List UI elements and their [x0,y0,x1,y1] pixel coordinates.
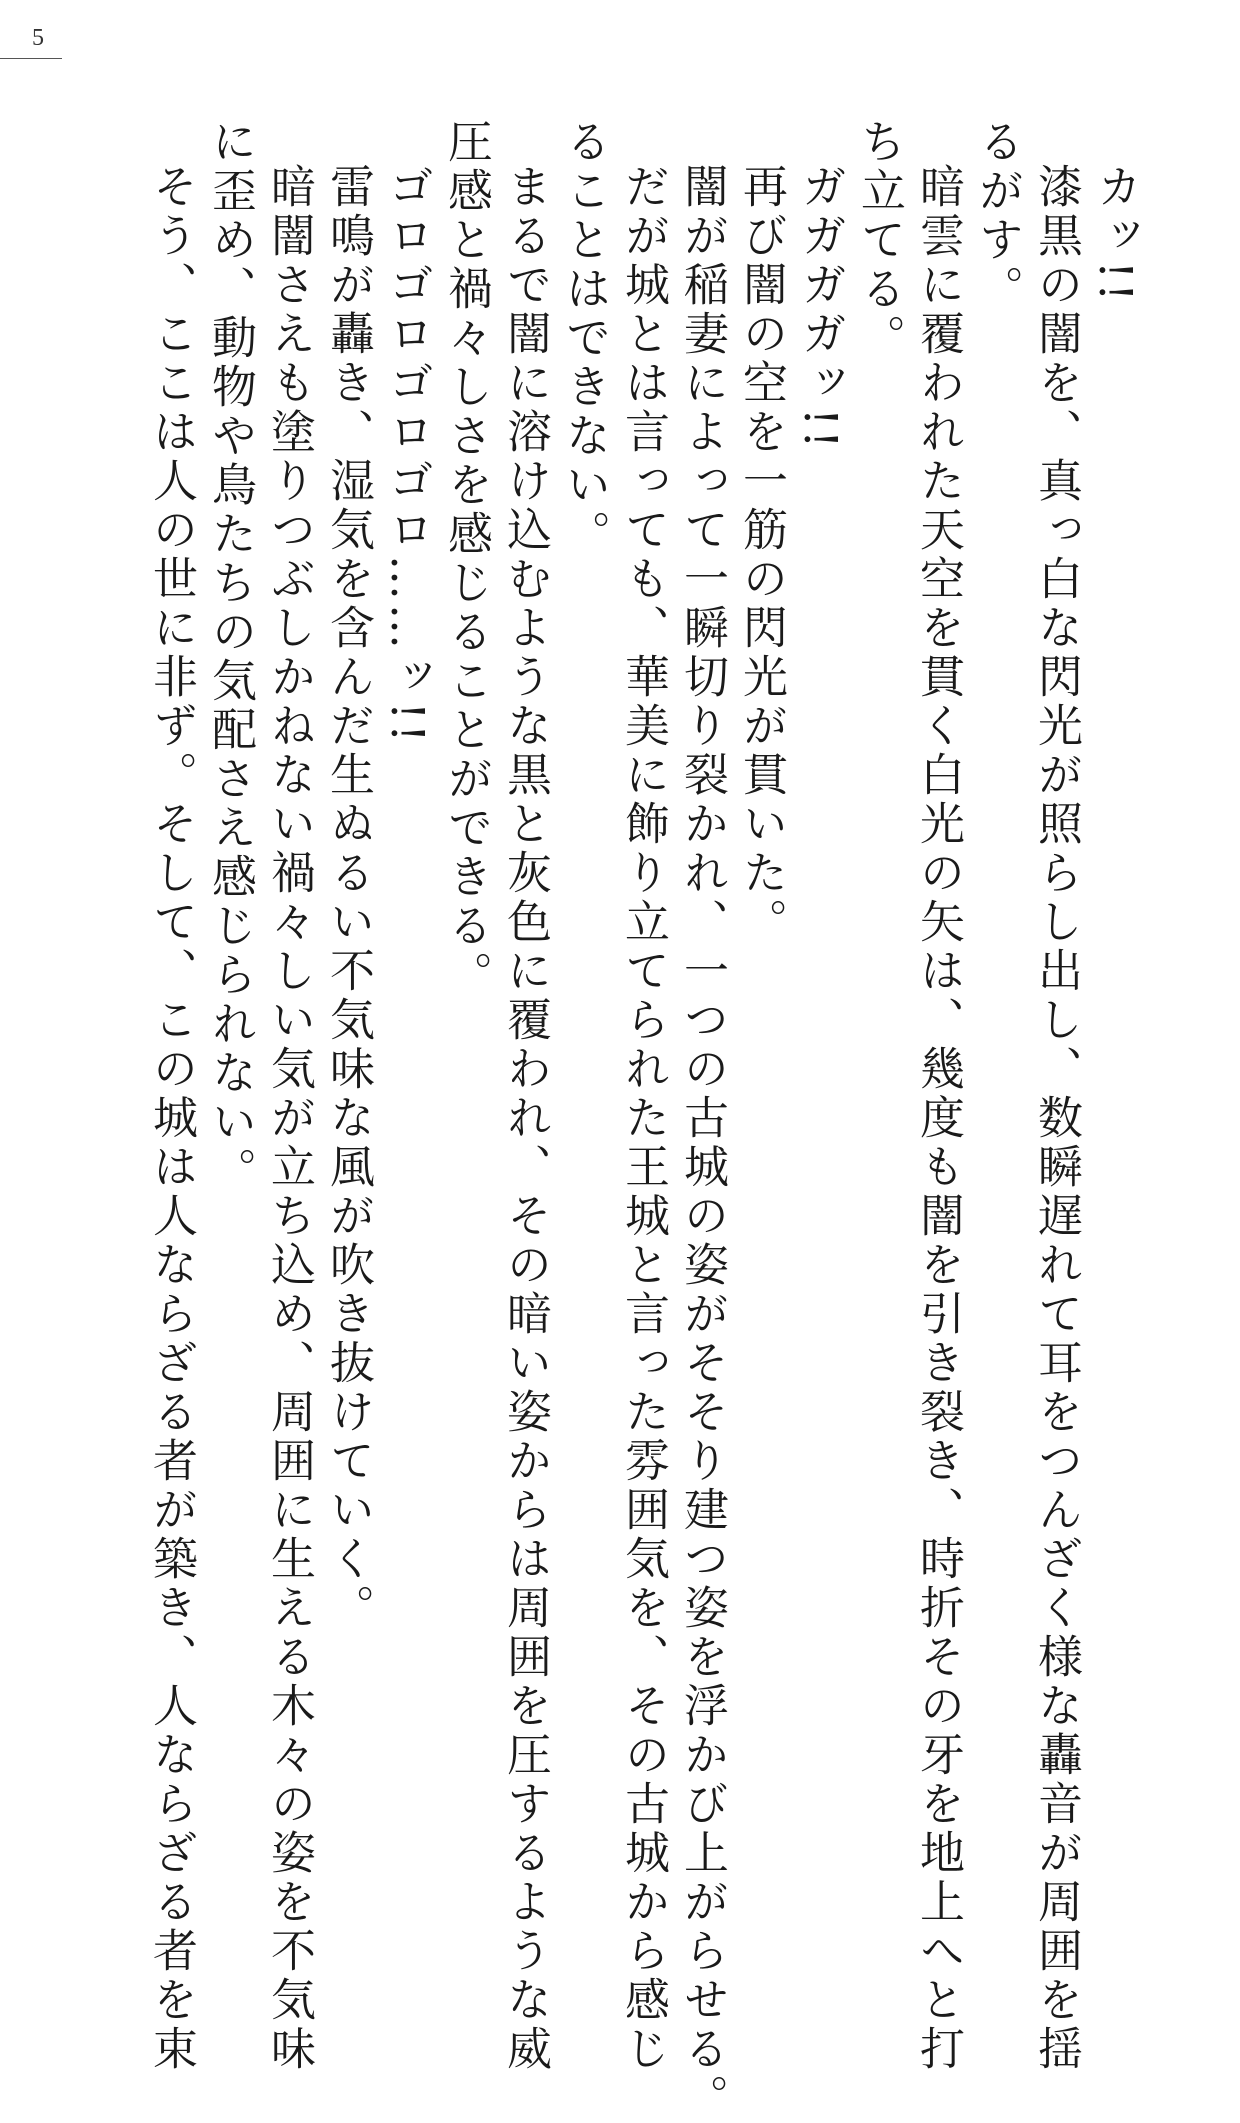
text-line: だが城とは言っても、華美に飾り立てられた王城と言った雰囲気を、その古城から感じ [617,163,670,2074]
text-column-group [142,118,1145,2123]
text-line: ち立てる。 [853,118,906,363]
text-line: 闇が稲妻によって一瞬切り裂かれ、一つの古城の姿がそそり建つ姿を浮かび上がらせる。 [676,163,729,2123]
text-line: 圧感と禍々しさを感じることができる。 [440,118,493,1000]
text-line: 再び闇の空を一筋の閃光が貫いた。 [735,163,788,947]
text-line: に歪め、動物や鳥たちの気配さえ感じられない。 [204,118,257,1196]
text-line: ガガガガッ!! [794,163,847,453]
page-number: 5 [32,25,44,51]
text-line: そう、ここは人の世に非ず。そして、この城は人ならざる者が築き、人ならざる者を束 [145,163,198,2074]
text-line: ることはできない。 [558,118,611,559]
text-line: 暗闇さえも塗りつぶしかねない禍々しい気が立ち込め、周囲に生える木々の姿を不気味 [263,163,316,2074]
text-line: まるで闇に溶け込むような黒と灰色に覆われ、その暗い姿からは周囲を圧するような威 [499,163,552,2074]
vertical-text-body [142,118,1145,2123]
page-number-rule [0,58,62,59]
text-line: 漆黒の闇を、真っ白な閃光が照らし出し、数瞬遅れて耳をつんざく様な轟音が周囲を揺 [1030,163,1083,2074]
text-line: カッ!! [1089,163,1142,306]
text-line: るがす。 [971,118,1024,314]
text-line: 雷鳴が轟き、湿気を含んだ生ぬるい不気味な風が吹き抜けていく。 [322,163,375,1633]
text-line: 暗雲に覆われた天空を貫く白光の矢は、幾度も闇を引き裂き、時折その牙を地上へと打 [912,163,965,2074]
text-line: ゴロゴロゴロゴロ……ッ!! [381,163,434,747]
